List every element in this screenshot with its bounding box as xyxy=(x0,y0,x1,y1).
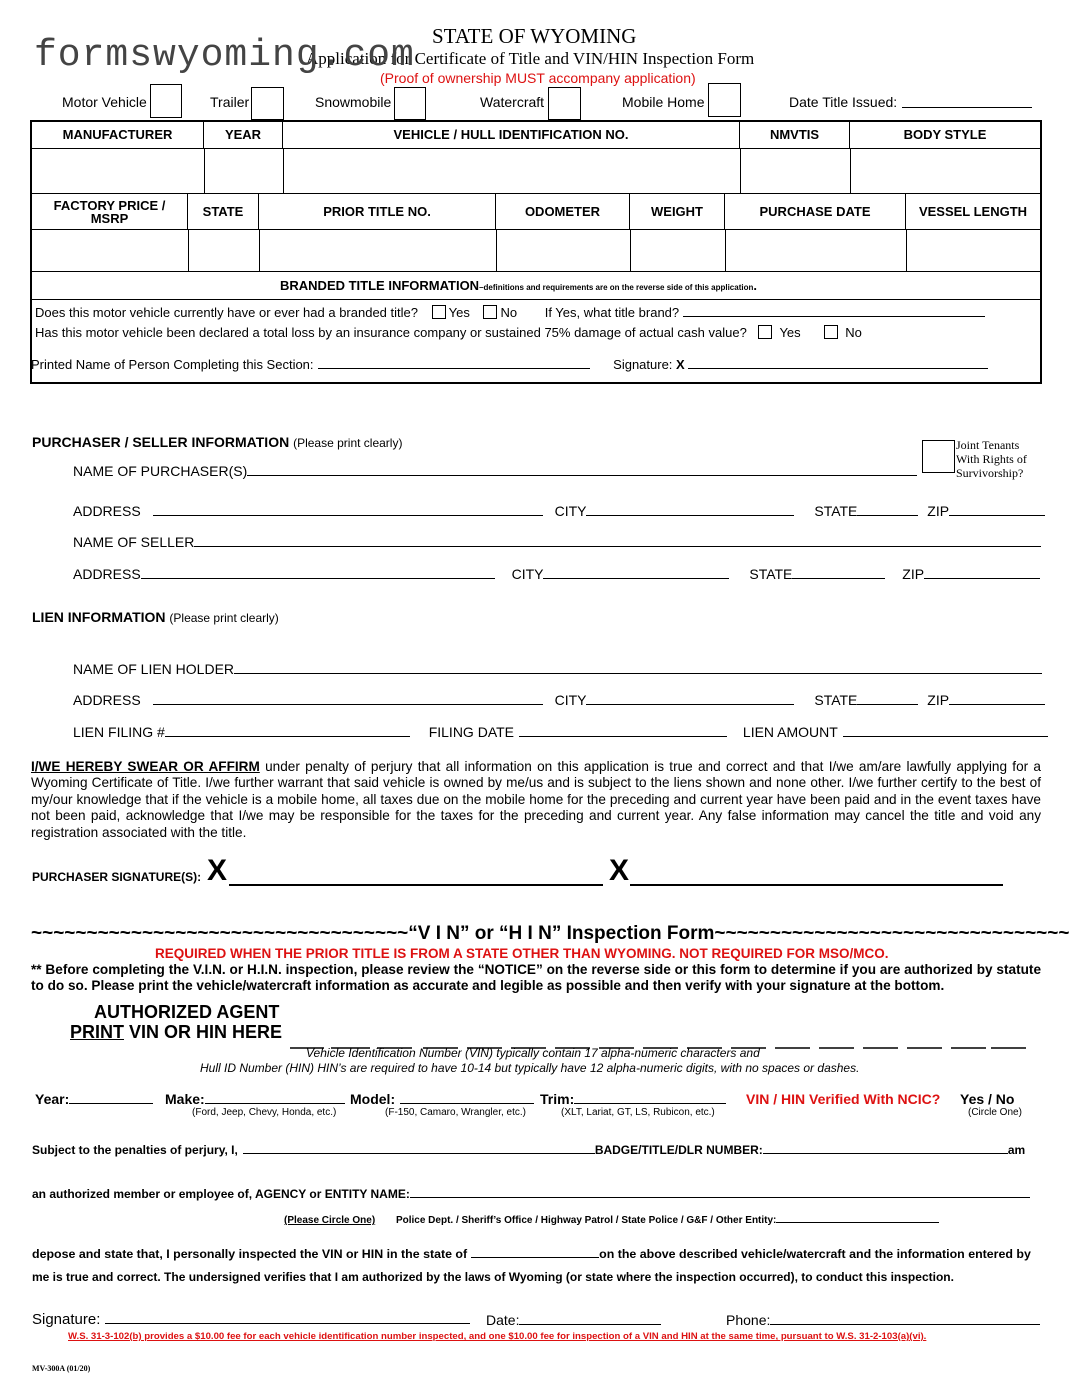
header-odometer: ODOMETER xyxy=(496,194,630,229)
header-body-style: BODY STYLE xyxy=(903,127,987,142)
branded-signature-field[interactable] xyxy=(688,357,988,369)
seller-state-field[interactable] xyxy=(792,567,885,579)
branded-no-checkbox[interactable] xyxy=(483,305,497,319)
inspection-state-field[interactable] xyxy=(471,1246,599,1258)
nmvtis-field[interactable] xyxy=(742,150,848,192)
prior-title-field[interactable] xyxy=(261,231,494,270)
vin-help-line-1: Vehicle Identification Number (VIN) typically contain 17 alpha-numeric characters and xyxy=(306,1046,760,1060)
date-title-issued-field[interactable] xyxy=(902,96,1032,108)
vin-field[interactable] xyxy=(285,150,738,192)
type-snowmobile-label: Snowmobile xyxy=(315,94,392,110)
seller-city-field[interactable] xyxy=(543,567,729,579)
vin-help-line-2: Hull ID Number (HIN) HIN’s are required to have 10-14 but typically have 12 alpha-numeric digits, with no spaces or dashes. xyxy=(200,1061,860,1075)
branded-title-heading: BRANDED TITLE INFORMATION–definitions and requirements are on the reverse side of this application. xyxy=(280,278,757,293)
watermark: formswyoming.com xyxy=(34,34,415,77)
header-year: YEAR xyxy=(204,121,283,148)
purchase-date-field[interactable] xyxy=(727,231,904,270)
vehicle-trim-field[interactable] xyxy=(574,1092,726,1104)
purchaser-signature-2-field[interactable] xyxy=(630,884,1003,886)
fee-note: W.S. 31-3-102(b) provides a $10.00 fee for each vehicle identification number inspected, and one $10.00 fee for inspection of a VIN and HIN at the same time, pursuant to W.S. 31-2-103(a)(vi). xyxy=(68,1331,927,1342)
branded-question-1: Does this motor vehicle currently have or ever had a branded title? Yes No If Yes, what title brand? xyxy=(35,305,985,320)
inspector-phone-field[interactable] xyxy=(770,1313,1040,1325)
form-state-title: STATE OF WYOMING xyxy=(432,24,637,48)
inspector-signature-row: Signature: xyxy=(32,1311,470,1328)
odometer-field[interactable] xyxy=(498,231,628,270)
form-number: MV-300A (01/20) xyxy=(32,1364,91,1373)
agency-options[interactable]: Police Dept. / Sheriff’s Office / Highway Patrol / State Police / G&F / Other Entity: xyxy=(395,1215,777,1226)
joint-tenants-label: Joint Tenants With Rights of Survivorship? xyxy=(956,438,1027,480)
form-title: Application for Certificate of Title and VIN/HIN Inspection Form xyxy=(306,49,755,68)
lien-heading: LIEN INFORMATION (Please print clearly) xyxy=(32,609,279,625)
joint-tenants-checkbox[interactable] xyxy=(922,440,955,473)
header-weight: WEIGHT xyxy=(630,194,725,229)
total-loss-yes-checkbox[interactable] xyxy=(758,325,772,339)
trim-hint: (XLT, Lariat, GT, LS, Rubicon, etc.) xyxy=(561,1107,715,1118)
vin-character-boxes[interactable] xyxy=(290,1038,1026,1042)
purchaser-name-field[interactable] xyxy=(247,464,917,476)
seller-name-field[interactable] xyxy=(194,535,1041,547)
branded-yes-checkbox[interactable] xyxy=(432,305,446,319)
lien-address-field[interactable] xyxy=(153,693,543,705)
type-mobile-home-checkbox[interactable] xyxy=(708,83,741,117)
lien-filing-field[interactable] xyxy=(165,725,410,737)
header-purchase-date: PURCHASE DATE xyxy=(725,194,906,229)
lien-city-field[interactable] xyxy=(586,693,794,705)
branded-question-2: Has this motor vehicle been declared a total loss by an insurance company or sustained 75% damage of actual cash value? Yes No xyxy=(35,325,862,340)
make-hint: (Ford, Jeep, Chevy, Honda, etc.) xyxy=(192,1107,337,1118)
seller-address-row: ADDRESS CITY STATE ZIP xyxy=(73,566,1040,582)
vehicle-make-field[interactable] xyxy=(205,1092,345,1104)
model-hint: (F-150, Camaro, Wrangler, etc.) xyxy=(385,1107,526,1118)
inspection-required-note: REQUIRED WHEN THE PRIOR TITLE IS FROM A STATE OTHER THAN WYOMING. NOT REQUIRED FOR MSO/MCO. xyxy=(155,946,889,961)
vehicle-year-row: Year: xyxy=(35,1091,153,1107)
seller-name-row: NAME OF SELLER xyxy=(73,534,1041,550)
factory-price-field[interactable] xyxy=(32,231,186,270)
inspection-date-row: Date: xyxy=(486,1312,661,1328)
purchaser-zip-field[interactable] xyxy=(949,504,1045,516)
type-snowmobile-checkbox[interactable] xyxy=(394,87,426,120)
vehicle-model-row: Model: xyxy=(350,1091,534,1107)
lien-amount-field[interactable] xyxy=(843,725,1048,737)
purchaser-state-field[interactable] xyxy=(857,504,918,516)
type-motor-vehicle-checkbox[interactable] xyxy=(150,84,182,118)
manufacturer-field[interactable] xyxy=(32,150,202,192)
type-watercraft-label: Watercraft xyxy=(480,94,545,110)
printed-name-field[interactable] xyxy=(318,357,590,369)
lien-holder-field[interactable] xyxy=(234,662,1042,674)
body-style-field[interactable] xyxy=(852,150,1038,192)
header-state: STATE xyxy=(188,194,259,229)
inspection-date-field[interactable] xyxy=(519,1313,661,1325)
inspector-phone-row: Phone: xyxy=(726,1312,1040,1328)
purchaser-signature-x-1: X xyxy=(207,854,228,887)
authorized-agent-label: AUTHORIZED AGENT xyxy=(94,1002,280,1022)
lien-filing-row: LIEN FILING # FILING DATE LIEN AMOUNT xyxy=(73,724,1048,740)
header-manufacturer: MANUFACTURER xyxy=(32,121,204,148)
type-motor-vehicle-label: Motor Vehicle xyxy=(62,94,147,110)
vehicle-make-row: Make: xyxy=(165,1091,345,1107)
proof-note: (Proof of ownership MUST accompany application) xyxy=(380,70,696,86)
state-field[interactable] xyxy=(190,231,257,270)
purchaser-city-field[interactable] xyxy=(586,504,794,516)
header-vin-hull: VEHICLE / HULL IDENTIFICATION NO. xyxy=(283,121,740,148)
depose-row-1: depose and state that, I personally inspected the VIN or HIN in the state of on the above described vehicle/watercraft and the information entered by xyxy=(32,1247,1031,1261)
purchaser-heading: PURCHASER / SELLER INFORMATION (Please print clearly) xyxy=(32,434,403,450)
agency-row: an authorized member or employee of, AGENCY or ENTITY NAME: xyxy=(32,1186,1030,1201)
agency-name-field[interactable] xyxy=(410,1186,1030,1198)
perjury-row: Subject to the penalties of perjury, I, BADGE/TITLE/DLR NUMBER: am xyxy=(32,1143,1026,1157)
seller-address-field[interactable] xyxy=(141,567,495,579)
branded-printed-name-row: Printed Name of Person Completing this Section: Signature: X xyxy=(31,357,988,372)
weight-field[interactable] xyxy=(632,231,723,270)
lien-zip-field[interactable] xyxy=(949,693,1045,705)
type-watercraft-checkbox[interactable] xyxy=(548,87,581,120)
lien-address-row: ADDRESS CITY STATE ZIP xyxy=(73,692,1045,708)
vehicle-model-field[interactable] xyxy=(400,1092,534,1104)
header-prior-title: PRIOR TITLE NO. xyxy=(259,194,496,229)
print-vin-label: PRINT VIN OR HIN HERE xyxy=(70,1022,283,1042)
header-nmvtis: NMVTIS xyxy=(740,121,850,148)
total-loss-no-checkbox[interactable] xyxy=(824,325,838,339)
depose-row-2: me is true and correct. The undersigned verifies that I am authorized by the laws of Wyoming (or state where the inspection occurred), to conduct this inspection. xyxy=(32,1270,954,1284)
year-field[interactable] xyxy=(206,150,281,192)
header-vessel-length: VESSEL LENGTH xyxy=(918,204,1028,219)
ncic-label: VIN / HIN Verified With NCIC? xyxy=(746,1091,941,1107)
ncic-yes-no[interactable]: Yes / No xyxy=(960,1091,1015,1107)
purchaser-signatures-label: PURCHASER SIGNATURE(S): xyxy=(32,870,202,884)
purchaser-address-row: ADDRESS CITY STATE ZIP xyxy=(73,503,1045,519)
header-factory-price: FACTORY PRICE / MSRP xyxy=(32,194,188,229)
lien-holder-row: NAME OF LIEN HOLDER xyxy=(73,661,1042,677)
purchaser-signature-x-2: X xyxy=(609,854,630,887)
affirmation-paragraph: I/WE HEREBY SWEAR OR AFFIRM under penalty of perjury that all information on this application is true and correct and that I/we am/are lawfully applying for a Wyoming Certificate of Title. I/we further warrant that said vehicle is owned by me/us and is subject to the liens shown and none other. I/we further certify to the best of my/our knowledge that if the vehicle is a mobile home, all taxes due on the mobile home for the preceding and current year have been paid and in the event taxes have not been paid, acknowledge that I/we may be responsible for the taxes for the preceding and current year. Any false information may cancel the title and void any registration associated with the title. xyxy=(31,759,1041,840)
inspection-notice: ** Before completing the V.I.N. or H.I.N. inspection, please review the “NOTICE” on the reverse side or this form to determine if you are authorized by statute to do so. Please print the vehicle/watercraft information as accurate and legible as possible and then verify with your signature at the bottom. xyxy=(31,962,1041,994)
badge-number-field[interactable] xyxy=(763,1142,1008,1154)
inspection-title: ~~~~~~~~~~~~~~~~~~~~~~~~~~~~~~~~~~“V I N” or “H I N” Inspection Form~~~~~~~~~~~~~~~~~~~~~~~~~~~~~~~~ xyxy=(31,923,1070,944)
vessel-length-field[interactable] xyxy=(908,231,1038,270)
type-mobile-home-label: Mobile Home xyxy=(622,94,705,110)
other-entity-field[interactable] xyxy=(776,1213,939,1223)
vehicle-trim-row: Trim: xyxy=(540,1091,726,1107)
lien-state-field[interactable] xyxy=(857,693,918,705)
agent-name-field[interactable] xyxy=(243,1142,595,1154)
purchaser-signature-1-field[interactable] xyxy=(229,884,603,886)
seller-zip-field[interactable] xyxy=(924,567,1040,579)
circle-one-hint: (Circle One) xyxy=(968,1107,1022,1118)
title-brand-field[interactable] xyxy=(683,305,985,317)
inspector-signature-field[interactable] xyxy=(105,1312,470,1324)
filing-date-field[interactable] xyxy=(519,725,727,737)
vehicle-year-field[interactable] xyxy=(69,1092,153,1104)
type-trailer-label: Trailer xyxy=(210,94,250,110)
purchaser-address-field[interactable] xyxy=(153,504,543,516)
type-trailer-checkbox[interactable] xyxy=(251,87,284,120)
agency-options-row: (Please Circle One) Police Dept. / Sheriff’s Office / Highway Patrol / State Police / G&F / Other Entity: xyxy=(284,1213,939,1226)
purchaser-name-row: NAME OF PURCHASER(S) xyxy=(73,463,917,479)
date-title-issued-label: Date Title Issued: xyxy=(789,94,898,110)
